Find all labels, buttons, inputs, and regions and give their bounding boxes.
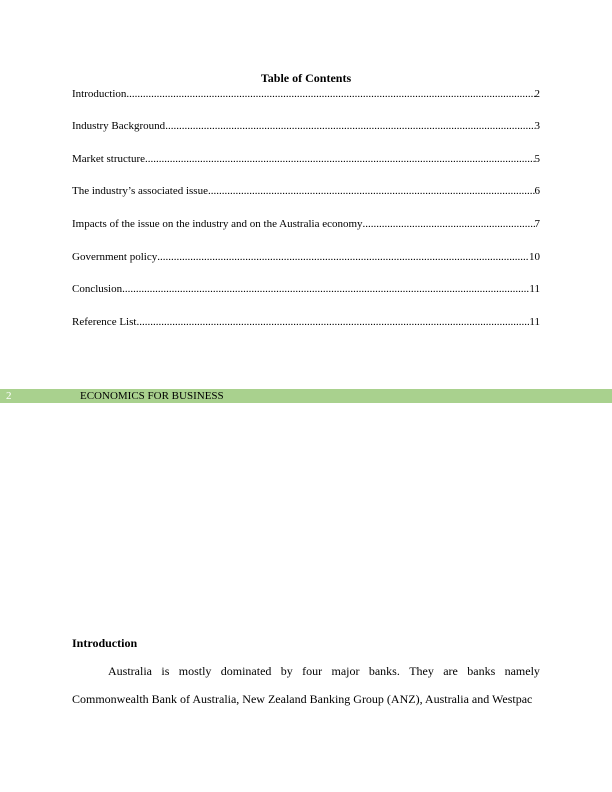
toc-entry-label: Introduction	[72, 88, 127, 100]
toc-entry-reference-list[interactable]	[72, 315, 540, 329]
toc-entry-page: 7	[534, 218, 540, 230]
word: Australia	[108, 664, 152, 678]
toc-leader-dots	[208, 184, 535, 198]
toc-title: Table of Contents	[260, 71, 352, 85]
toc-leader-dots	[157, 250, 529, 264]
toc-leader-dots	[122, 282, 529, 296]
page-header-band	[0, 389, 612, 403]
toc-leader-dots	[136, 315, 529, 329]
word: are	[443, 664, 458, 678]
toc-entry-label: Impacts of the issue on the industry and on the Australia economy	[72, 218, 363, 230]
toc-entry-page: 6	[534, 185, 540, 197]
word: four	[302, 664, 323, 678]
word: banks	[467, 664, 496, 678]
toc-entry-label: Industry Background	[72, 120, 166, 132]
toc-leader-dots	[126, 87, 534, 101]
toc-entry-introduction[interactable]	[72, 87, 540, 101]
header-title: ECONOMICS FOR BUSINESS	[80, 390, 224, 402]
toc-entry-page: 11	[529, 316, 540, 328]
word: banks.	[368, 664, 400, 678]
toc-entry-page: 5	[534, 153, 540, 165]
toc-entry-page: 2	[534, 88, 540, 100]
toc-entry-associated-issue[interactable]	[72, 184, 540, 198]
toc-entry-market-structure[interactable]	[72, 152, 540, 166]
toc-entry-label: The industry’s associated issue	[72, 185, 208, 197]
toc-entry-impacts[interactable]	[72, 217, 540, 231]
toc-entry-label: Reference List	[72, 316, 137, 328]
toc-entry-label: Government policy	[72, 251, 158, 263]
toc-entry-page: 3	[534, 120, 540, 132]
toc-entry-industry-background[interactable]	[72, 119, 540, 133]
word: is	[161, 664, 170, 678]
toc-entry-conclusion[interactable]	[72, 282, 540, 296]
section-heading-introduction: Introduction	[72, 636, 138, 650]
paragraph-line-2: Commonwealth Bank of Australia, New Zealand Banking Group (ANZ), Australia and Westpac	[72, 692, 533, 706]
toc-leader-dots	[165, 119, 534, 133]
toc-entry-label: Conclusion	[72, 283, 123, 295]
paragraph-line-1	[108, 664, 540, 678]
toc-leader-dots	[145, 152, 535, 166]
toc-entry-page: 11	[529, 283, 540, 295]
toc-entry-government-policy[interactable]	[72, 250, 540, 264]
word: major	[331, 664, 360, 678]
toc-entry-page: 10	[529, 251, 540, 263]
toc-entry-label: Market structure	[72, 153, 145, 165]
toc-leader-dots	[363, 217, 535, 231]
word: dominated	[220, 664, 272, 678]
word: namely	[504, 664, 540, 678]
header-page-number: 2	[6, 390, 12, 402]
word: by	[280, 664, 293, 678]
word: They	[409, 664, 434, 678]
word: mostly	[178, 664, 212, 678]
